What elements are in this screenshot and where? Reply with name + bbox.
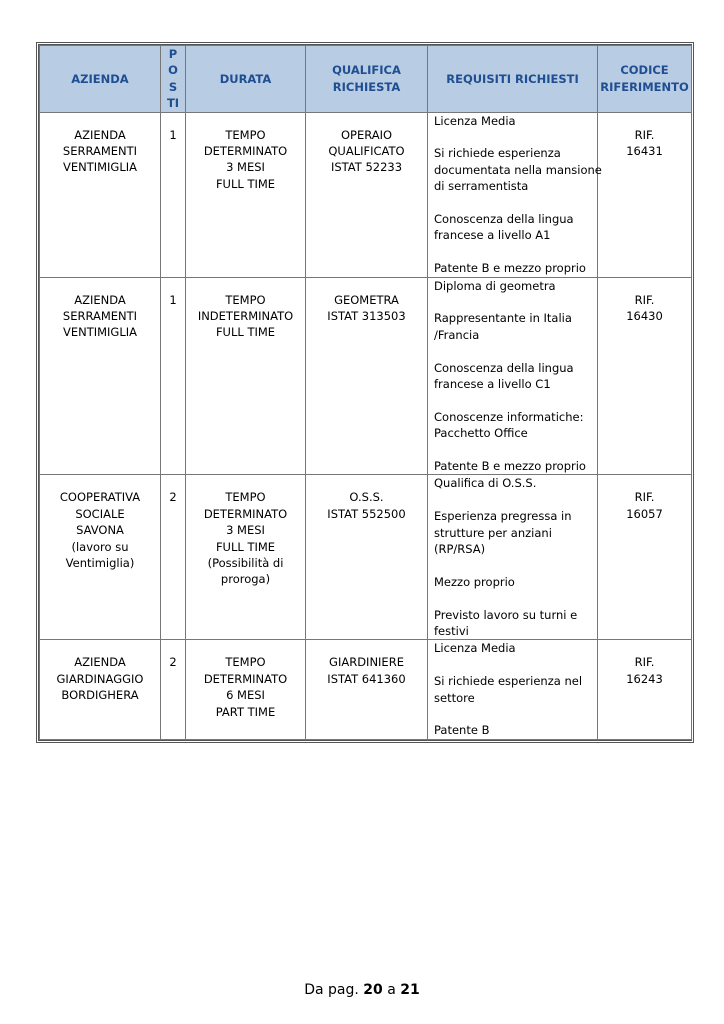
header-requisiti: REQUISITI RICHIESTI [428,46,598,113]
cell-requisiti-line: Patente B [434,723,490,738]
cell-requisiti-line: francese a livello C1 [434,376,551,391]
cell-qualifica [306,277,428,475]
header-azienda: AZIENDA [40,46,161,113]
header-durata: DURATA [186,46,306,113]
cell-codice-line: 16431 [626,143,663,158]
cell-durata [186,475,306,640]
cell-qualifica [306,475,428,640]
cell-requisiti-line [434,657,593,673]
cell-requisiti-line: Pacchetto Office [434,426,528,441]
cell-requisiti [428,475,598,640]
cell-requisiti-line [434,392,593,408]
cell-requisiti-line: Patente B e mezzo proprio [434,261,586,276]
cell-durata-line: 6 MESI [226,688,265,703]
cell-requisiti [428,112,602,277]
cell-durata-line: PART TIME [215,704,276,719]
cell-requisiti-line [434,706,593,722]
cell-requisiti-line: settore [434,690,475,705]
cell-requisiti-line: francese a livello A1 [434,228,551,243]
cell-requisiti-line: Conoscenza della lingua [434,360,574,375]
cell-azienda-line: SERRAMENTI [62,308,138,323]
cell-codice-line: 16430 [626,308,663,323]
cell-requisiti-line: Licenza Media [434,113,516,128]
cell-azienda-line: AZIENDA [74,292,126,307]
cell-azienda-line: AZIENDA [74,655,126,670]
cell-requisiti-line: (RP/RSA) [434,542,486,556]
cell-codice [598,112,692,277]
cell-qualifica-line: ISTAT 52233 [330,160,403,175]
cell-requisiti-line: documentata nella mansione [434,162,602,177]
cell-azienda-line: SOCIALE [75,506,125,521]
cell-azienda-line: COOPERATIVA [59,490,141,505]
table-row [40,277,692,475]
cell-durata-line: FULL TIME [215,325,276,340]
footer-page: 20 [363,982,383,998]
cell-requisiti-line [434,492,593,508]
header-qualifica: QUALIFICA RICHIESTA [306,46,428,113]
footer-prefix: Da pag. [304,982,359,998]
cell-durata-line: proroga) [220,572,271,587]
cell-requisiti-line: Si richiede esperienza [434,146,561,161]
cell-requisiti-line: Licenza Media [434,641,516,656]
table-row [40,112,692,277]
cell-posti [161,640,186,739]
cell-durata-line: DETERMINATO [203,671,288,686]
cell-qualifica [306,112,428,277]
cell-requisiti-line: Mezzo proprio [434,574,515,589]
cell-azienda-line: VENTIMIGLIA [62,325,138,340]
cell-requisiti-line: Qualifica di O.S.S. [434,476,537,491]
cell-azienda [40,640,161,739]
cell-durata [186,112,306,277]
cell-requisiti-line [434,557,593,573]
cell-durata-line: INDETERMINATO [197,308,294,323]
cell-qualifica [306,640,428,739]
cell-durata-line: 3 MESI [226,523,265,538]
cell-requisiti-line: Patente B e mezzo proprio [434,458,586,473]
cell-requisiti-line [434,590,593,606]
cell-requisiti [428,277,598,475]
cell-qualifica-line: ISTAT 313503 [327,308,406,323]
cell-azienda-line: SERRAMENTI [62,143,138,158]
cell-requisiti-line [434,343,593,359]
cell-azienda-line: VENTIMIGLIA [62,160,138,175]
header-codice: CODICE RIFERIMENTO [598,46,692,113]
cell-requisiti-line: Diploma di geometra [434,278,556,293]
cell-qualifica-line: GEOMETRA [334,292,399,307]
cell-requisiti-line: festivi [434,624,469,638]
cell-requisiti-line: Si richiede esperienza nel [434,674,583,689]
cell-azienda-line: BORDIGHERA [61,688,139,703]
table-header-row [40,46,692,113]
cell-azienda-line: GIARDINAGGIO [56,671,144,686]
cell-codice-line: 16057 [626,506,663,521]
cell-durata-line: TEMPO [225,292,266,307]
cell-codice-line: 16243 [626,671,663,686]
cell-qualifica-line: O.S.S. [349,490,384,505]
cell-qualifica-line: ISTAT 552500 [327,506,406,521]
cell-requisiti-line: strutture per anziani [434,525,552,540]
cell-qualifica-line: GIARDINIERE [329,655,404,670]
cell-requisiti-line: di serramentista [434,179,529,194]
cell-azienda-line: AZIENDA [74,127,126,142]
cell-posti [161,277,186,475]
cell-requisiti-line: Esperienza pregressa in [434,509,572,524]
cell-qualifica-line: OPERAIO [340,127,393,142]
cell-codice [598,640,692,739]
cell-posti-value: 2 [169,655,177,670]
cell-requisiti [428,640,598,739]
cell-durata-line: DETERMINATO [203,143,288,158]
cell-codice-line: RIF. [634,292,655,307]
cell-qualifica-line: ISTAT 641360 [327,671,406,686]
cell-azienda [40,475,161,640]
header-posti: P O S TI [161,46,186,113]
cell-durata-line: TEMPO [225,490,266,505]
cell-requisiti-line [434,294,593,310]
cell-durata-line: 3 MESI [226,160,265,175]
cell-azienda-line: Ventimiglia) [65,556,135,571]
cell-posti-value: 1 [169,292,177,307]
page-footer [0,982,724,998]
cell-durata-line: TEMPO [225,655,266,670]
cell-azienda-line: SAVONA [76,523,124,538]
cell-requisiti-line [434,244,593,260]
table-row [40,640,692,739]
cell-durata [186,277,306,475]
cell-requisiti-line: Rappresentante in Italia [434,311,572,326]
cell-azienda-line: (lavoro su [71,539,129,554]
cell-requisiti-line: Conoscenza della lingua [434,211,574,226]
footer-total: 21 [400,982,420,998]
cell-posti [161,475,186,640]
cell-requisiti-line [434,195,593,211]
cell-durata [186,640,306,739]
cell-durata-line: TEMPO [225,127,266,142]
footer-sep: a [387,982,396,998]
cell-codice-line: RIF. [634,490,655,505]
cell-requisiti-line [434,129,593,145]
job-offers-table [39,45,692,740]
cell-durata-line: FULL TIME [215,539,276,554]
cell-posti-value: 2 [169,490,177,505]
cell-durata-line: DETERMINATO [203,506,288,521]
cell-codice-line: RIF. [634,127,655,142]
cell-posti-value: 1 [169,127,177,142]
cell-qualifica-line: QUALIFICATO [328,143,405,158]
cell-codice-line: RIF. [634,655,655,670]
cell-posti [161,112,186,277]
cell-requisiti-line [434,442,593,458]
cell-azienda [40,277,161,475]
cell-requisiti-line: /Francia [434,327,480,342]
cell-durata-line: FULL TIME [215,176,276,191]
table-row [40,475,692,640]
cell-durata-line: (Possibilità di [207,556,284,571]
cell-requisiti-line: Conoscenze informatiche: [434,409,584,424]
job-offers-table-frame [36,42,694,743]
cell-requisiti-line: Previsto lavoro su turni e [434,607,578,622]
cell-azienda [40,112,161,277]
cell-codice [598,277,692,475]
table-body [40,112,692,739]
cell-codice [598,475,692,640]
